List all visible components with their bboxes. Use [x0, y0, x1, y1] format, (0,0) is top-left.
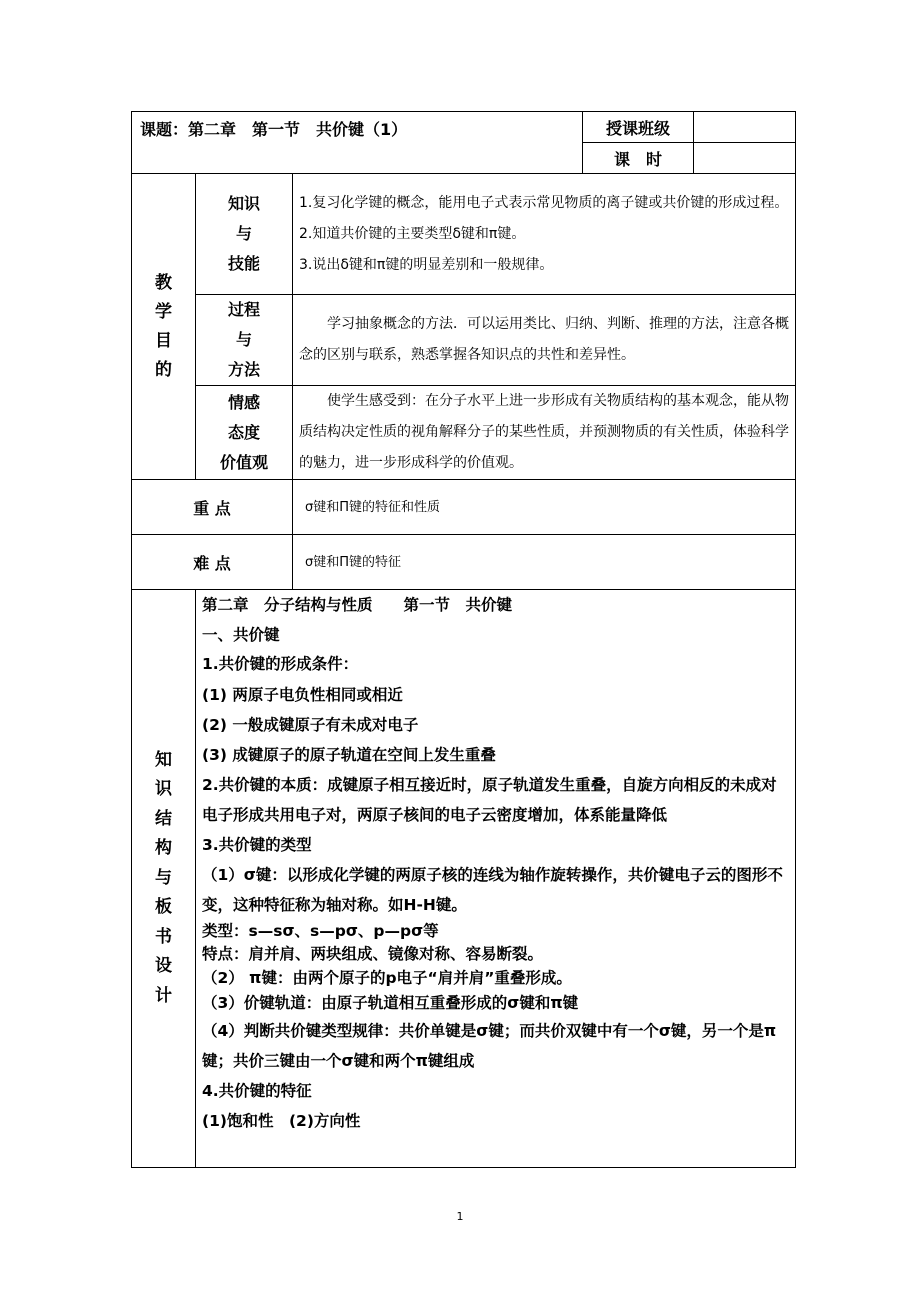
process-method-label: 过程 与 方法 [196, 295, 293, 386]
process-method-text: 学习抽象概念的方法．可以运用类比、归纳、判断、推理的方法，注意各概念的区别与联系，熟悉掌握各知识点的共性和差异性。 [293, 295, 796, 386]
difficulty-label: 难 点 [132, 535, 293, 590]
knowledge-skill-label: 知识 与 技能 [196, 174, 293, 295]
emotion-value-label: 情感 态度 价值观 [196, 386, 293, 480]
lesson-plan-table [131, 111, 796, 1168]
hours-label: 课 时 [583, 143, 694, 174]
objectives-label: 教 学 目 的 [132, 174, 196, 480]
class-value [694, 112, 796, 143]
hours-value [694, 143, 796, 174]
page-number: 1 [456, 1210, 464, 1223]
key-point-text: σ键和Π键的特征和性质 [293, 480, 796, 535]
emotion-value-text: 使学生感受到：在分子水平上进一步形成有关物质结构的基本观念，能从物质结构决定性质的视角解释分子的某些性质，并预测物质的有关性质，体验科学的魅力，进一步形成科学的价值观。 [293, 386, 796, 480]
section-title: 一、共价键 [202, 626, 280, 644]
structure-heading: 第二章 分子结构与性质 第一节 共价键 [202, 596, 513, 614]
knowledge-skill-text: 1.复习化学键的概念，能用电子式表示常见物质的离子键或共价键的形成过程。 2.知道共价键的主要类型δ键和π键。 3.说出δ键和π键的明显差别和一般规律。 [293, 174, 796, 295]
lesson-topic: 课题：第二章 第一节 共价键（1） [132, 112, 583, 174]
difficulty-text: σ键和Π键的特征 [293, 535, 796, 590]
class-label: 授课班级 [583, 112, 694, 143]
structure-content: 第二章 分子结构与性质 第一节 共价键 一、共价键 1.共价键的形成条件： (1) 两原子电负性相同或相近 (2) 一般成键原子有未成对电子 (3) 成键原子的原子轨道在空间上发生重叠 2.共价键的本质：成键原子相互接近时，原子轨道发生重叠，自旋方向相反的未成对电子形成共用电子对，两原子核间的电子云密度增加，体系能量降低 3.共价键的类型 （1）σ键：以形成化学键的两原子核的连线为轴作旋转操作，共价键电子云的图形不变，这种特征称为轴对称。如H-H键。 类型：s—sσ、s—pσ、p—pσ等 特点：肩并肩、两块组成、镜像对称、容易断裂。 （2） π键：由两个原子的p电子“肩并肩”重叠形成。 （3）价键轨道：由原子轨道相互重叠形成的σ键和π键 （4）判断共价键类型规律：共价单键是σ键；而共价双键中有一个σ键，另一个是π键；共价三键由一个σ键和两个π键组成 4.共价键的特征 (1)饱和性 (2)方向性 [196, 590, 796, 1168]
structure-label: 知 识 结 构 与 板 书 设 计 [132, 590, 196, 1168]
key-point-label: 重 点 [132, 480, 293, 535]
